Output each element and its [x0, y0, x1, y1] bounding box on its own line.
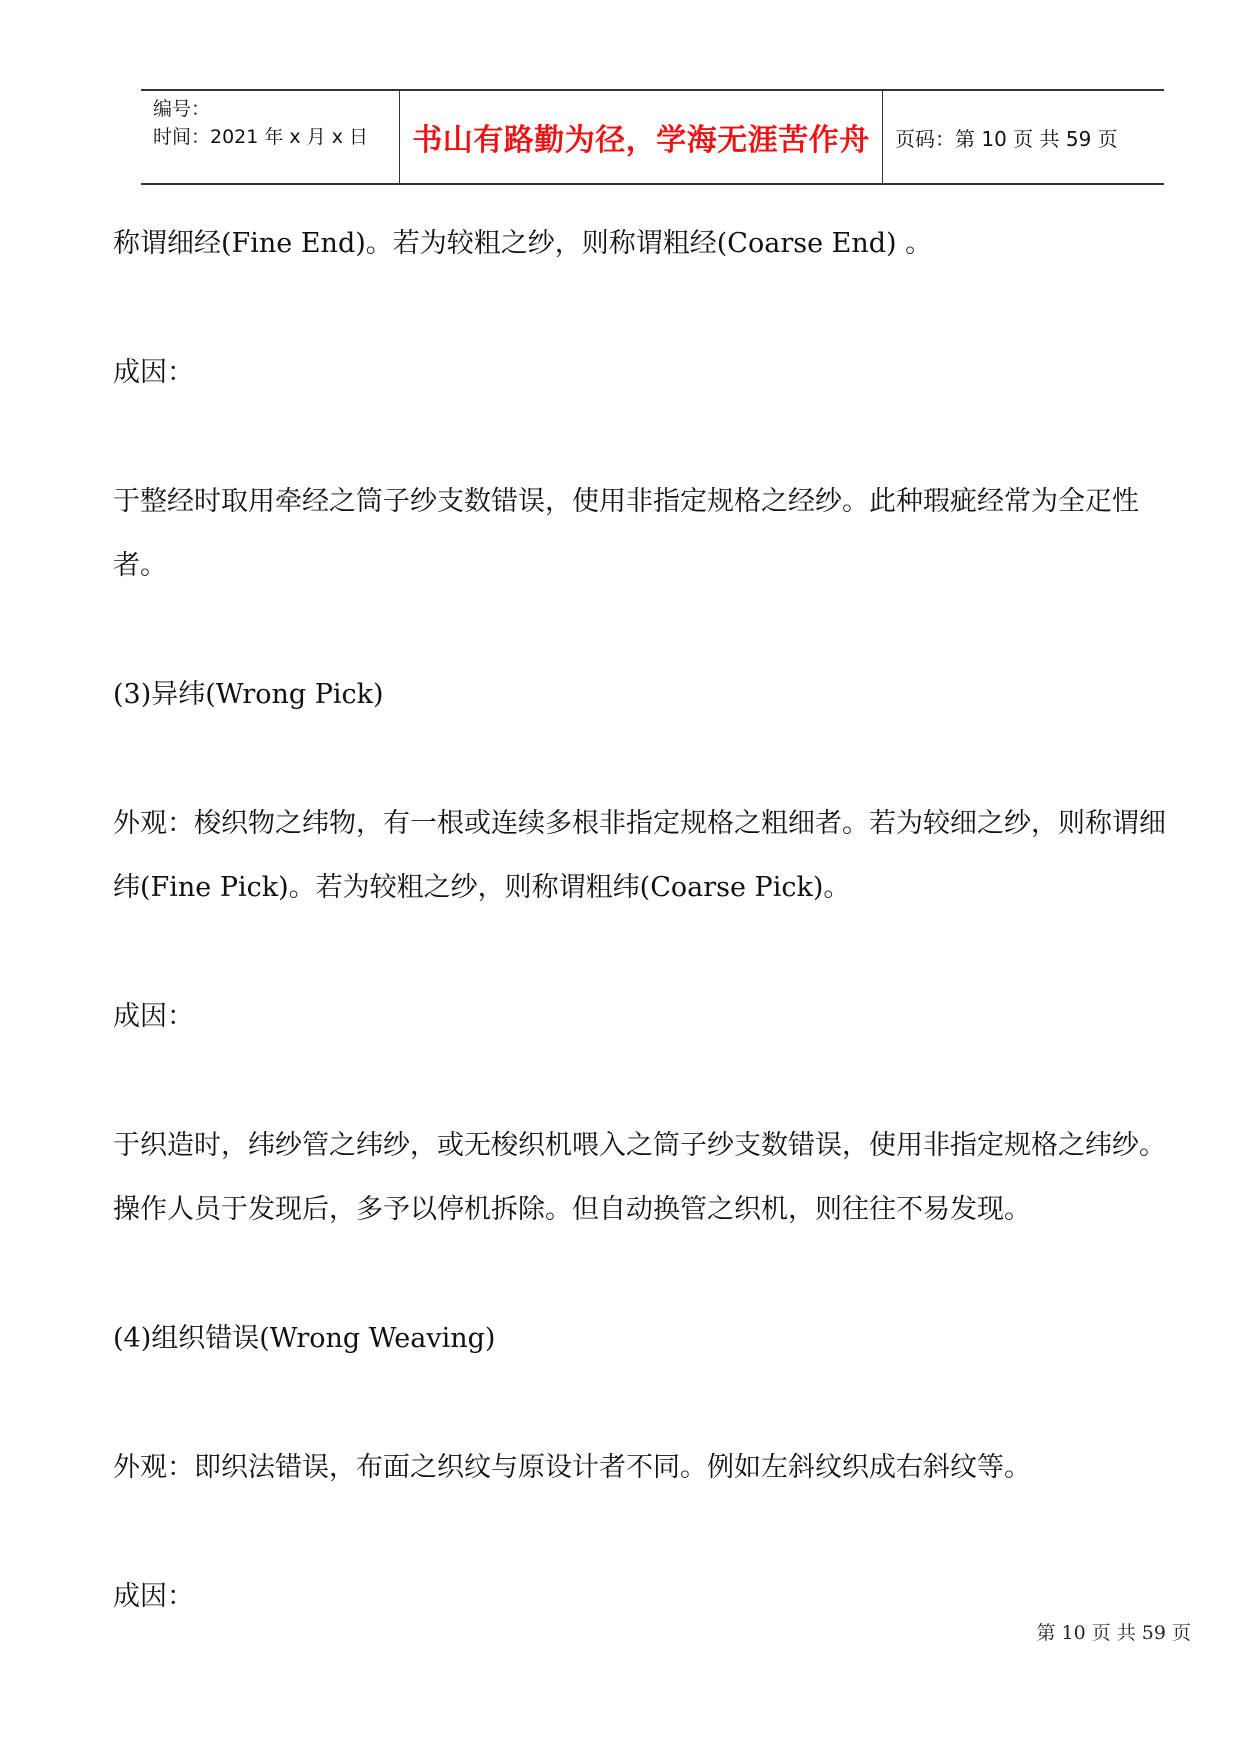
document-body	[113, 212, 1188, 1694]
serial-number-label: 编号：	[153, 98, 211, 120]
header-page-number: 页码：第 10 页 共 59 页	[895, 126, 1118, 151]
paragraph-warp-cause: 于整经时取用牵经之筒子纱支数错误，使用非指定规格之经纱。此种瑕疵经常为全疋性者。	[113, 486, 1139, 581]
date-label: 时间：2021 年 x 月 x 日	[153, 126, 369, 148]
paragraph-wrong-pick-appearance: 外观：梭织物之纬物，有一根或连续多根非指定规格之粗细者。若为较细之纱，则称谓细纬(Fine Pick)。若为较粗之纱，则称谓粗纬(Coarse Pick)。	[113, 808, 1166, 903]
header-motto: 书山有路勤为径，学海无涯苦作舟	[400, 91, 883, 183]
paragraph-cause-label: 成因：	[113, 357, 194, 388]
paragraph-cause-label: 成因：	[113, 1001, 194, 1032]
paragraph-fine-end: 称谓细经(Fine End)。若为较粗之纱，则称谓粗经(Coarse End) 。	[113, 228, 933, 259]
header-meta-cell	[141, 91, 400, 183]
page-header	[141, 89, 1164, 185]
page-footer: 第 10 页 共 59 页	[1036, 1622, 1191, 1644]
section-heading-wrong-pick: (3)异纬(Wrong Pick)	[113, 679, 384, 710]
paragraph-cause-label: 成因：	[113, 1581, 194, 1612]
section-heading-wrong-weaving: (4)组织错误(Wrong Weaving)	[113, 1323, 496, 1354]
paragraph-wrong-weaving-appearance: 外观：即织法错误，布面之织纹与原设计者不同。例如左斜纹织成右斜纹等。	[113, 1452, 1031, 1483]
paragraph-wrong-pick-cause: 于织造时，纬纱管之纬纱，或无梭织机喂入之筒子纱支数错误，使用非指定规格之纬纱。操作人员于发现后，多予以停机拆除。但自动换管之织机，则往往不易发现。	[113, 1130, 1166, 1225]
